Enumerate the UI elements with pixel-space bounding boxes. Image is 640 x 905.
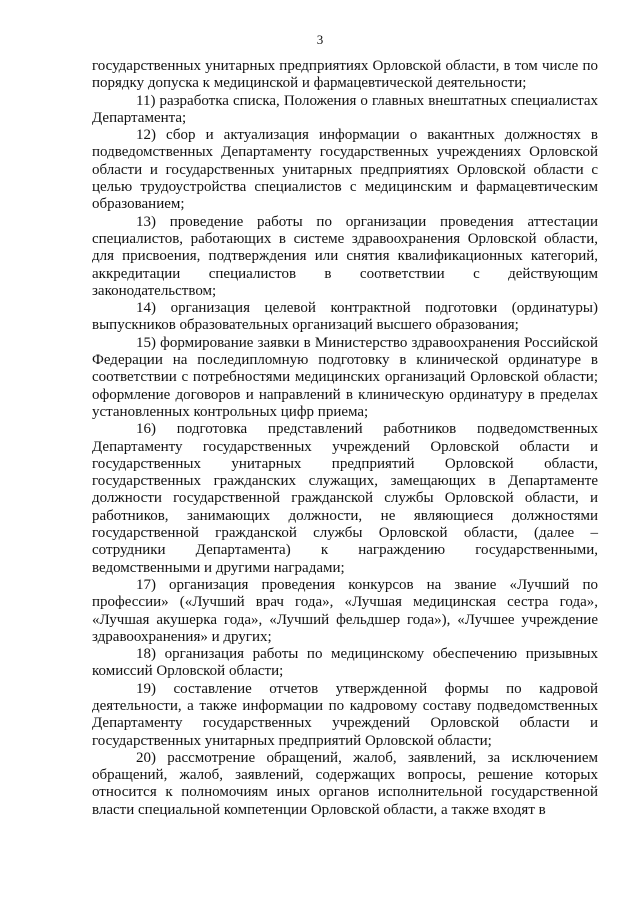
- list-item-14: 14) организация целевой контрактной подготовки (ординатуры) выпускников образовательных организаций высшего образования;: [92, 300, 598, 334]
- list-item-15: 15) формирование заявки в Министерство здравоохранения Российской Федерации на последипломную подготовку в клинической ординатуре в соответствии с потребностями медицинских организаций Орловской области; оформление договоров и направлений в клиническую ординатуру в пределах установленных контрольных цифр приема;: [92, 334, 598, 420]
- list-item-11: 11) разработка списка, Положения о главных внештатных специалистах Департамента;: [92, 92, 598, 126]
- list-item-13: 13) проведение работы по организации проведения аттестации специалистов, работающих в системе здравоохранения Орловской области, для присвоения, подтверждения или снятия квалификационных категорий, аккредитации специалистов в соответствии с действующим законодательством;: [92, 213, 598, 299]
- list-item-16: 16) подготовка представлений работников подведомственных Департаменту государственных учреждений Орловской области и государственных унитарных предприятий Орловской области, государственных гражданских служащих, замещающих в Департаменте должности государственной гражданской службы Орловской области, и работников, занимающих должности, не являющиеся должностями государственной гражданской службы Орловской области, (далее – сотрудники Департамента) к награждению государственными, ведомственными и другими наградами;: [92, 421, 598, 576]
- paragraph-continuation: государственных унитарных предприятиях Орловской области, в том числе по порядку допуска к медицинской и фармацевтической деятельности;: [92, 58, 598, 92]
- list-item-18: 18) организация работы по медицинскому обеспечению призывных комиссий Орловской области;: [92, 646, 598, 680]
- list-item-17: 17) организация проведения конкурсов на звание «Лучший по профессии» («Лучший врач года», «Лучшая медицинская сестра года», «Лучшая акушерка года», «Лучший фельдшер года»), «Лучшее учреждение здравоохранения» и других;: [92, 576, 598, 645]
- page-number: 3: [316, 32, 324, 47]
- list-item-12: 12) сбор и актуализация информации о вакантных должностях в подведомственных Департаменту государственных учреждениях Орловской области и государственных унитарных предприятиях Орловской области с целью трудоустройства специалистов с медицинским и фармацевтическим образованием;: [92, 127, 598, 213]
- list-item-19: 19) составление отчетов утвержденной формы по кадровой деятельности, а также информации по кадровому составу подведомственных Департаменту государственных учреждений Орловской области и государственных унитарных предприятий Орловской области;: [92, 680, 598, 749]
- document-body: [92, 58, 598, 819]
- list-item-20: 20) рассмотрение обращений, жалоб, заявлений, за исключением обращений, жалоб, заявлений, содержащих вопросы, решение которых относится к полномочиям иных органов исполнительной государственной власти специальной компетенции Орловской области, а также входят в: [92, 749, 598, 818]
